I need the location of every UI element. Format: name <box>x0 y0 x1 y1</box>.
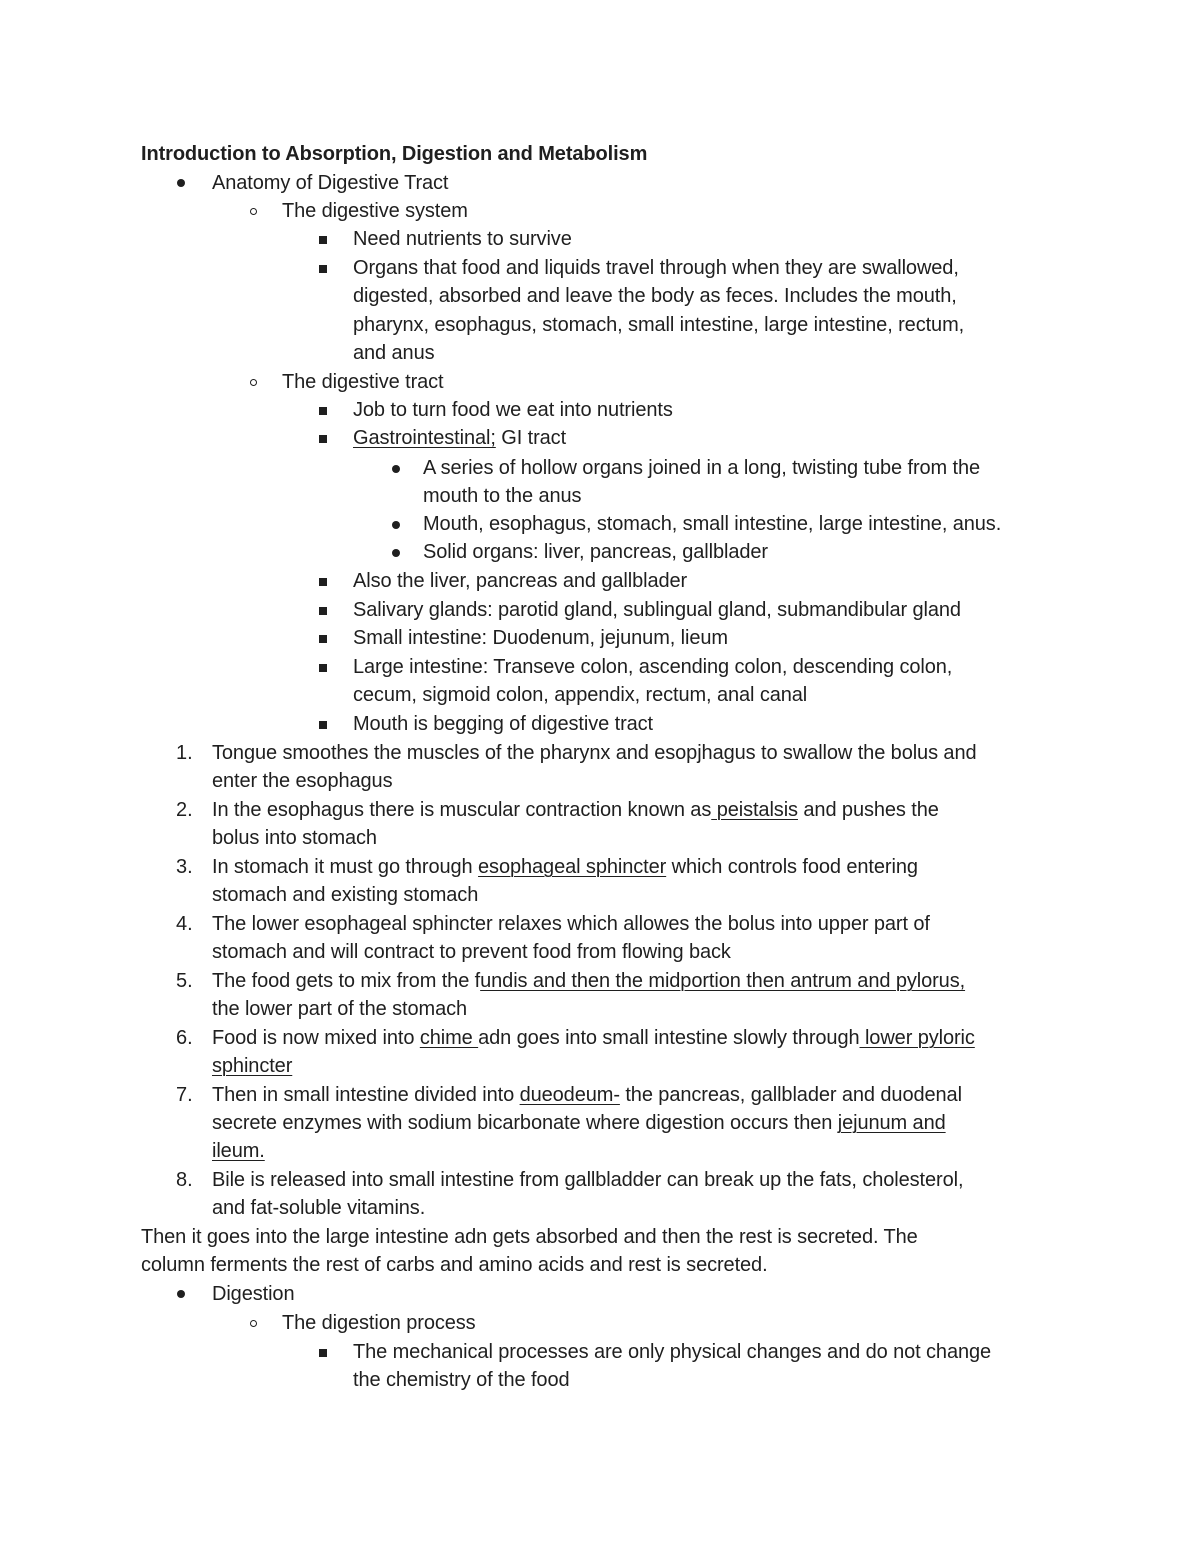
list-item-digestion: Digestion <box>212 1283 295 1305</box>
step-8: Bile is released into small intestine from gallbladder can break up the fats, cholesterol, <box>212 1169 964 1191</box>
list-item: A series of hollow organs joined in a long, twisting tube from the <box>423 457 981 479</box>
underlined-term: Gastrointestinal; <box>353 427 496 449</box>
list-item: Small intestine: Duodenum, jejunum, lieum <box>353 627 728 649</box>
step-5-continuation: the lower part of the stomach <box>212 998 468 1020</box>
underlined-term: chime <box>419 1027 479 1049</box>
text-span: Food is now mixed into <box>212 1027 420 1049</box>
bullet-square-icon <box>319 236 327 244</box>
step-2 <box>212 796 939 824</box>
list-item: Mouth is begging of digestive tract <box>353 713 654 735</box>
step-7 <box>212 1081 962 1109</box>
text-span: In the esophagus there is muscular contraction known as <box>212 799 712 821</box>
text-span: GI tract <box>495 427 567 449</box>
list-item-digestion-process: The digestion process <box>282 1312 476 1334</box>
step-1-continuation: enter the esophagus <box>212 770 393 792</box>
text-span: secrete enzymes with sodium bicarbonate where digestion occurs then <box>212 1112 838 1134</box>
step-number: 1. <box>176 742 193 764</box>
step-4: The lower esophageal sphincter relaxes which allowes the bolus into upper part of <box>212 913 930 935</box>
bullet-square-icon <box>319 635 327 643</box>
list-item-anatomy: Anatomy of Digestive Tract <box>212 172 449 194</box>
step-number: 4. <box>176 913 193 935</box>
bullet-square-icon <box>319 664 327 672</box>
text-span: and pushes the <box>797 799 939 821</box>
list-item: Mouth, esophagus, stomach, small intestine, large intestine, anus. <box>423 513 1002 535</box>
step-number: 7. <box>176 1084 193 1106</box>
step-3-continuation: stomach and existing stomach <box>212 884 479 906</box>
step-8-continuation: and fat-soluble vitamins. <box>212 1197 426 1219</box>
list-item-continuation: mouth to the anus <box>423 485 582 507</box>
bullet-disc-icon <box>392 465 400 473</box>
list-item-continuation: cecum, sigmoid colon, appendix, rectum, anal canal <box>353 684 808 706</box>
underlined-term: sphincter <box>212 1055 293 1077</box>
step-number: 3. <box>176 856 193 878</box>
list-item-digestive-tract: The digestive tract <box>282 371 444 393</box>
step-6-continuation <box>212 1052 292 1080</box>
page-title: Introduction to Absorption, Digestion and Metabolism <box>141 143 648 165</box>
step-number: 5. <box>176 970 193 992</box>
list-item-continuation: digested, absorbed and leave the body as feces. Includes the mouth, <box>353 285 957 307</box>
paragraph-line: column ferments the rest of carbs and amino acids and rest is secreted. <box>141 1254 768 1276</box>
step-3 <box>212 853 918 881</box>
list-item: The mechanical processes are only physical changes and do not change <box>353 1341 992 1363</box>
underlined-term: esophageal sphincter <box>478 856 667 878</box>
text-span: adn goes into small intestine slowly through <box>478 1027 860 1049</box>
step-number: 8. <box>176 1169 193 1191</box>
text-span: In stomach it must go through <box>212 856 479 878</box>
list-item-continuation: pharynx, esophagus, stomach, small intestine, large intestine, rectum, <box>353 314 965 336</box>
list-item: Organs that food and liquids travel through when they are swallowed, <box>353 257 959 279</box>
bullet-square-icon <box>319 407 327 415</box>
list-item: Job to turn food we eat into nutrients <box>353 399 673 421</box>
list-item: Solid organs: liver, pancreas, gallblader <box>423 541 768 563</box>
bullet-circle-icon <box>250 379 257 386</box>
step-7-continuation <box>212 1109 946 1137</box>
underlined-term: jejunum and <box>837 1112 946 1134</box>
text-span: The food gets to mix from the f <box>212 970 481 992</box>
bullet-square-icon <box>319 578 327 586</box>
list-item: Also the liver, pancreas and gallblader <box>353 570 688 592</box>
list-item-continuation: and anus <box>353 342 435 364</box>
underlined-term: peistalsis <box>711 799 798 821</box>
bullet-disc-icon <box>177 179 185 187</box>
underlined-term: ileum. <box>212 1140 265 1162</box>
step-5 <box>212 967 965 995</box>
bullet-circle-icon <box>250 208 257 215</box>
text-span: Then in small intestine divided into <box>212 1084 520 1106</box>
paragraph-line: Then it goes into the large intestine adn gets absorbed and then the rest is secreted. The <box>141 1226 918 1248</box>
bullet-square-icon <box>319 721 327 729</box>
list-item: Salivary glands: parotid gland, sublingual gland, submandibular gland <box>353 599 961 621</box>
bullet-disc-icon <box>392 549 400 557</box>
bullet-square-icon <box>319 1349 327 1357</box>
step-number: 2. <box>176 799 193 821</box>
bullet-disc-icon <box>392 521 400 529</box>
list-item: Need nutrients to survive <box>353 228 572 250</box>
step-1: Tongue smoothes the muscles of the pharynx and esopjhagus to swallow the bolus and <box>212 742 977 764</box>
step-4-continuation: stomach and will contract to prevent food from flowing back <box>212 941 731 963</box>
bullet-circle-icon <box>250 1320 257 1327</box>
text-span: the pancreas, gallblader and duodenal <box>619 1084 962 1106</box>
list-item-digestive-system: The digestive system <box>282 200 468 222</box>
step-2-continuation: bolus into stomach <box>212 827 377 849</box>
list-item-continuation: the chemistry of the food <box>353 1369 570 1391</box>
list-item-gi-tract <box>353 424 566 452</box>
list-item: Large intestine: Transeve colon, ascending colon, descending colon, <box>353 656 953 678</box>
bullet-square-icon <box>319 607 327 615</box>
underlined-term: dueodeum- <box>519 1084 620 1106</box>
underlined-term: lower pyloric <box>859 1027 975 1049</box>
text-span: which controls food entering <box>666 856 918 878</box>
bullet-square-icon <box>319 435 327 443</box>
step-number: 6. <box>176 1027 193 1049</box>
bullet-square-icon <box>319 265 327 273</box>
bullet-disc-icon <box>177 1290 185 1298</box>
step-6 <box>212 1024 975 1052</box>
underlined-term: undis and then the midportion then antrum and pylorus, <box>480 970 966 992</box>
step-7-continuation <box>212 1137 265 1165</box>
